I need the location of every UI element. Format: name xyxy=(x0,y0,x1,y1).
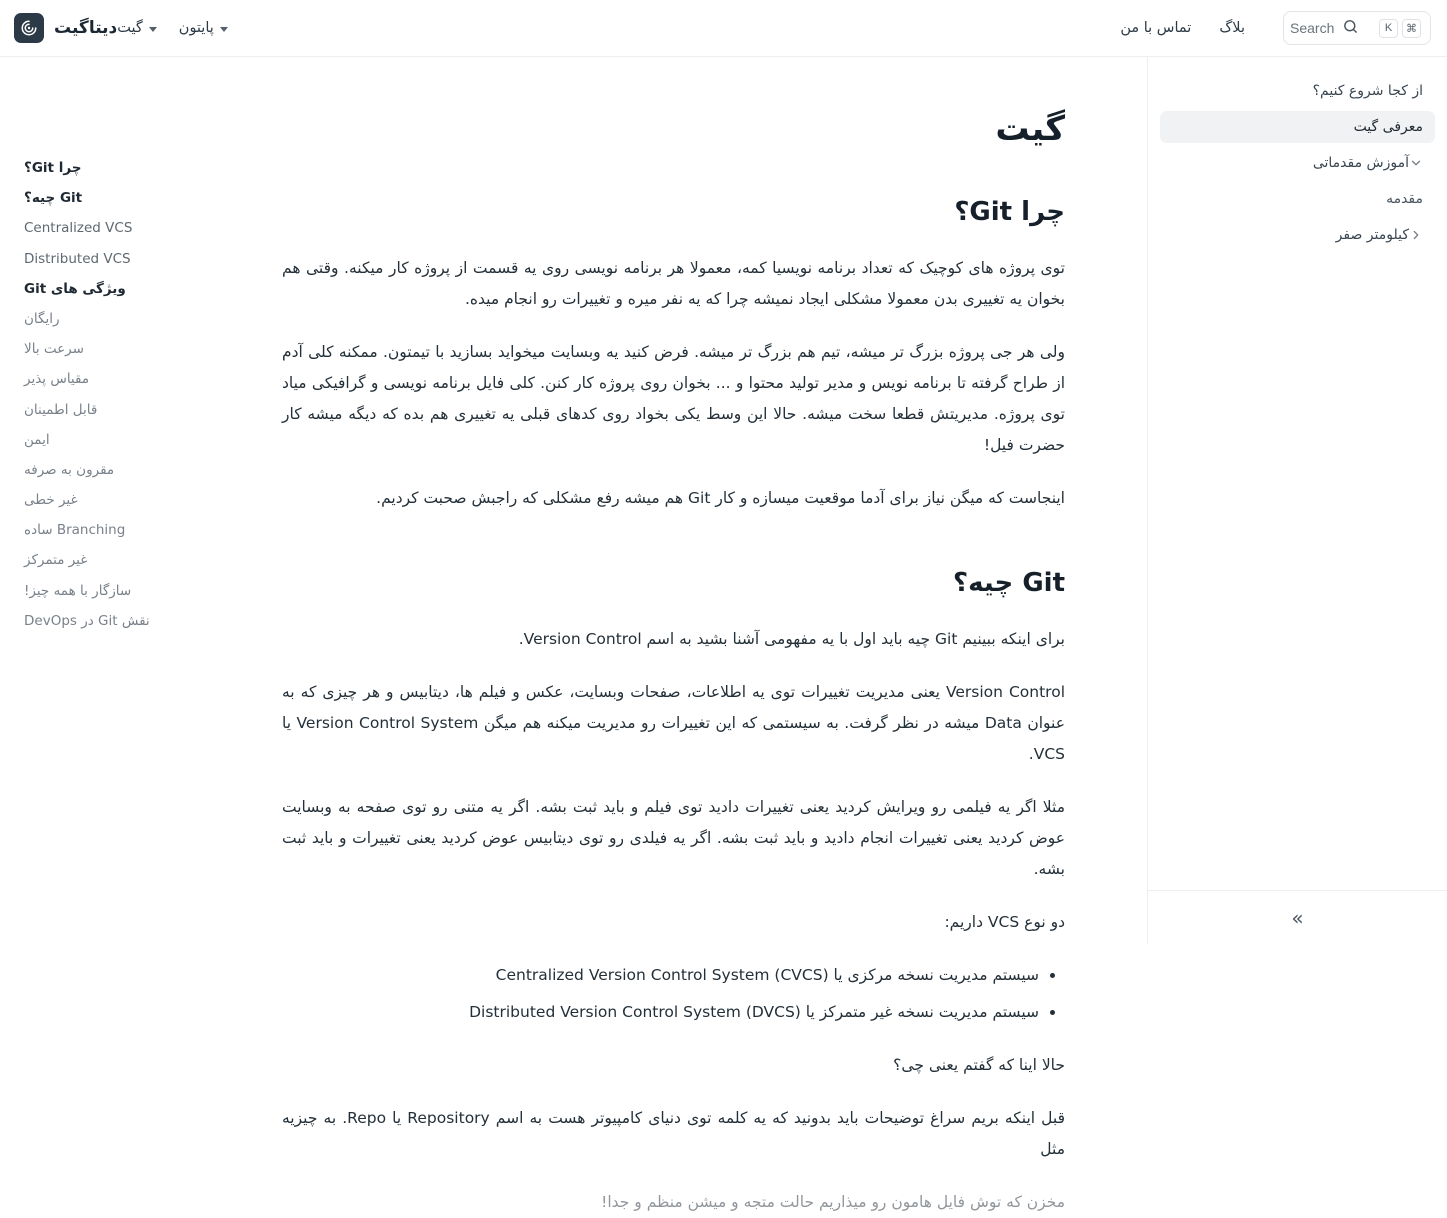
kbd-k: K xyxy=(1379,19,1398,38)
paragraph: Version Control یعنی مدیریت تغییرات توی یه اطلاعات، صفحات وبسایت، عکس و فیلم ها، دیتابیس و هر چیزی که به عنوان Data میشه در نظر گرفت. به سیستمی که این تغییرات رو مدیریت میکنه هم میگن Version Control System یا VCS. xyxy=(282,683,1065,763)
toc-item-git-features[interactable]: ویژگی های Git xyxy=(24,280,126,297)
toc-item-cost-effective[interactable]: مقرون به صرفه xyxy=(24,461,115,478)
sidebar-item-kilometer-zero[interactable] xyxy=(1160,219,1435,251)
nav-dropdown-git-label: گیت xyxy=(117,20,143,36)
toc-item-high-speed[interactable]: سرعت بالا xyxy=(24,341,84,358)
kbd-command: ⌘ xyxy=(1402,19,1421,38)
sidebar-item-label: معرفی گیت xyxy=(1353,119,1423,135)
chevron-down-icon xyxy=(220,27,228,32)
toc-item-centralized-vcs[interactable]: Centralized VCS xyxy=(24,220,133,237)
sidebar-item-label: از کجا شروع کنیم؟ xyxy=(1312,83,1423,99)
nav-dropdown-python[interactable] xyxy=(179,20,228,36)
nav-dropdown-python-label: پایتون xyxy=(178,20,214,36)
section-heading-what-is-git: Git چیه؟ xyxy=(953,568,1065,598)
secondary-nav xyxy=(1120,11,1431,45)
brand[interactable] xyxy=(14,13,117,43)
toc-item-distributed-vcs[interactable]: Distributed VCS xyxy=(24,250,131,267)
search-shortcut xyxy=(1379,19,1421,38)
toc-item-decentralized[interactable]: غیر متمرکز xyxy=(24,552,88,569)
toc-item-free[interactable]: رایگان xyxy=(24,310,60,327)
paragraph: مثلا اگر یه فیلمی رو ویرایش کردید یعنی تغییرات دادید توی فیلم و باید ثبت بشه. اگر یه متنی رو توی صفحه به وبسایت عوض کردید یعنی تغییرات انجام دادید و باید ثبت بشه. اگر یه فیلدی رو توی دیتابیس عوض کردید یعنی تغییرات و باید ثبت بشه. xyxy=(282,798,1065,878)
toc-item-scalable[interactable]: مقیاس پذیر xyxy=(24,371,90,388)
brand-name: دیتاگیت xyxy=(54,18,118,38)
paragraph: قبل اینکه بریم سراغ توضیحات باید بدونید که یه کلمه توی دنیای کامپیوتر هست به اسم Repository یا Repo. به چیزیه مثل xyxy=(282,1109,1066,1158)
sidebar-item-label: کیلومتر صفر xyxy=(1335,227,1409,243)
nav-link-blog[interactable]: بلاگ xyxy=(1219,20,1245,36)
sidebar-item-where-to-start[interactable] xyxy=(1160,75,1435,107)
sidebar-item-label: آموزش مقدماتی xyxy=(1312,155,1409,171)
vcs-type-list xyxy=(282,960,1065,1028)
toc-item-reliable[interactable]: قابل اطمینان xyxy=(24,401,98,418)
section-heading-why-git: چرا Git؟ xyxy=(954,197,1065,227)
nav-link-contact[interactable]: تماس با من xyxy=(1120,20,1192,36)
toc-item-secure[interactable]: ایمن xyxy=(24,431,50,448)
sidebar-item-intro-git[interactable] xyxy=(1160,111,1435,143)
logo-icon xyxy=(14,13,44,43)
sidebar-item-basic-training[interactable] xyxy=(1160,147,1435,179)
page-layout xyxy=(0,57,1447,1211)
site-header xyxy=(0,0,1447,57)
search-placeholder: Search xyxy=(1290,20,1335,36)
paragraph-clipped: مخزن که توش فایل هامون رو میذاریم حالت متجه و میشن منظم و جدا! xyxy=(601,1193,1065,1211)
chevron-down-icon xyxy=(149,27,157,32)
double-chevron-icon: » xyxy=(1291,905,1304,930)
toc-item-what-is-git[interactable]: Git چیه؟ xyxy=(24,190,83,207)
article-content xyxy=(282,57,1147,1211)
on-this-page-toc xyxy=(0,57,282,944)
paragraph: دو نوع VCS داریم: xyxy=(944,913,1065,931)
paragraph: ولی هر جی پروژه بزرگ تر میشه، تیم هم بزرگ تر میشه. فرض کنید یه وبسایت میخواید بسازید با تیمتون. ممکنه کلی آدم از طراح گرفته تا برنامه نویس و مدیر تولید محتوا و ... بخوان روی پروژه کار کنن. کلی فایل برنامه نویسی و گرافیکی میاد توی پروژه. مدیریتش قطعا سخت میشه. حالا این وسط یکی بخواد روی کدهای قبلی یه تغییری هم بده که دیگه میشه کار حضرت فیل! xyxy=(282,343,1065,454)
toc-item-compatible[interactable]: سازگار با همه چیز! xyxy=(24,582,132,599)
doc-sidebar xyxy=(1147,57,1447,944)
list-item: • سیستم مدیریت نسخه غیر متمرکز یا Distributed Version Control System (DVCS) xyxy=(282,997,1039,1028)
paragraph: حالا اینا که گفتم یعنی چی؟ xyxy=(893,1056,1065,1074)
sidebar-item-label: مقدمه xyxy=(1386,191,1423,207)
toc-item-git-in-devops[interactable]: نقش Git در DevOps xyxy=(24,612,150,629)
nav-dropdown-git[interactable] xyxy=(117,20,157,36)
sidebar-collapse-button[interactable] xyxy=(1148,890,1447,944)
search-icon xyxy=(1342,18,1359,39)
toc-item-why-git[interactable]: چرا Git؟ xyxy=(24,160,82,176)
page-title: گیت xyxy=(995,109,1065,149)
chevron-left-icon xyxy=(1409,228,1423,242)
primary-nav xyxy=(117,20,228,36)
toc-item-nonlinear[interactable]: غیر خطی xyxy=(24,492,78,509)
search-input[interactable] xyxy=(1283,11,1431,45)
toc-item-simple-branching[interactable]: Branching ساده xyxy=(24,522,126,539)
paragraph: برای اینکه ببینیم Git چیه باید اول با یه مفهومی آشنا بشید به اسم Version Control. xyxy=(518,630,1065,648)
chevron-down-icon xyxy=(1409,156,1423,170)
sidebar-item-moghadame[interactable] xyxy=(1160,183,1435,215)
list-item: • سیستم مدیریت نسخه مرکزی یا Centralized Version Control System (CVCS) xyxy=(282,960,1039,991)
paragraph: اینجاست که میگن نیاز برای آدما موقعیت میسازه و کار Git هم میشه رفع مشکلی که راجبش صحبت کردیم. xyxy=(376,489,1065,507)
paragraph: توی پروژه های کوچیک که تعداد برنامه نویسیا کمه، معمولا هر برنامه نویسی روی یه قسمت از پروژه کار میکنه. وقتی هم بخوان یه تغییری بدن معمولا مشکلی ایجاد نمیشه چرا که یه نفر میره و تغییرات رو انجام میده. xyxy=(282,259,1065,308)
